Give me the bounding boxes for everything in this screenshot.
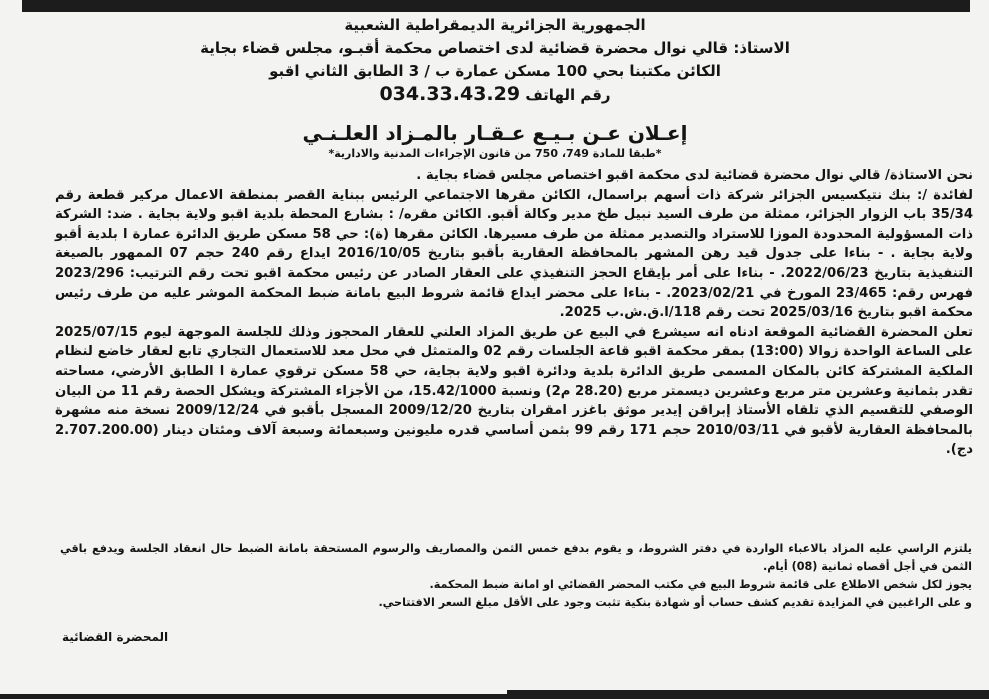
phone-label: رقم الهاتف: [525, 86, 611, 104]
document-header: [80, 14, 910, 107]
body-paragraph-intro: نحن الاستاذة/ قالي نوال محضرة قضائية لدى محكمة اقبو اختصاص مجلس قضاء بجاية .: [416, 168, 973, 183]
bottom-bar-notch: [0, 690, 507, 694]
title-block: [120, 120, 870, 162]
office-address-line: الكائن مكتبنا بحي 100 مسكن عمارة ب / 3 الطابق الثاني اقبو: [269, 62, 721, 80]
top-border-bar: [22, 0, 970, 12]
bailiff-name-line: الاستاذ: قالي نوال محضرة قضائية لدى اختصاص محكمة أقبـو، مجلس قضاء بجاية: [200, 39, 790, 57]
phone-line: [80, 83, 910, 107]
note-inspection: يجوز لكل شخص الاطلاع على قائمة شروط البيع في مكتب المحضر القضائي او امانة ضبط المحكمة.: [429, 578, 972, 591]
announcement-title: إعـلان عـن بـيـع عـقـار بالمـزاد العلـنـي: [302, 121, 688, 145]
phone-number: 034.33.43.29: [379, 83, 521, 105]
note-buyer-obligations: يلتزم الراسي عليه المزاد بالاعباء الواردة في دفتر الشروط، و يقوم بدفع خمس الثمن والمصاريف والرسوم المستحقة بامانة الضبط حال انعقاد الجلسة ويدفع باقي الثمن في أجل أقصاه ثمانية (08) أيام.: [60, 542, 972, 573]
signature-label: المحضرة القضائية: [62, 630, 169, 644]
bottom-border-bar: [0, 690, 989, 699]
body-paragraph-parties: لفائدة /: بنك نتيكسيس الجزائر شركة ذات أسهم براسمال، الكائن مقرها الاجتماعي الرئيس ببناية القصر بمنطقة الاعمال مركير قطعة رقم 35/34 باب الزوار الجزائر، ممثلة من طرف السيد نبيل طخ مدير وكالة أقبو. الكائن مقره/ : بشارع المحطة بلدية اقبو ولاية بجاية . ضد: الشركة ذات المسؤولية المحدودة الموزا للاستراد والتصدير ممثلة من طرف مسيرها. الكائن مقرها (ة): حي 58 مسكن طريق الدائرة عمارة ا بلدية أقبو ولاية بجاية . - بناءا على جدول قيد رهن المشهر بالمحافظة العقارية بأقبو بتاريخ 2016/10/05 ايداع رقم 240 حجم 07 الممهور بالصيغة التنفيذية بتاريخ 2022/06/23. - بناءا على أمر بإيقاع الحجز التنفيذي على العقار الصادر عن رئيس محكمة اقبو تحت رقم الترتيب: 2023/296 فهرس رقم: 23/465 المورخ في 2023/02/21. - بناءا على محضر ايداع قائمة شروط البيع بامانة ضبط المحكمة الموشر عليه من طرف رئيس محكمة اقبو بتاريخ 2025/03/16 تحت رقم 118/ا.ق.ش.ب 2025.: [55, 187, 974, 321]
note-bidders: و على الراغبين في المزايدة تقديم كشف حساب أو شهادة بنكية تثبت وجود على الأقل مبلغ السعر الافتتاحي.: [378, 596, 972, 609]
legal-basis-subtitle: *طبقا للمادة 749، 750 من قانون الإجراءات المدنية والادارية*: [328, 147, 662, 160]
body-paragraph-sale-details: تعلن المحضرة القضائية الموقعة ادناه انه سيشرع في البيع عن طريق المزاد العلني للعقار المحجوز وذلك للجلسة الموجهة ليوم 2025/07/15 على الساعة الواحدة زوالا (13:00) بمقر محكمة اقبو قاعة الجلسات رقم 02 والمتمثل في محل معد للاستعمال التجاري تابع لعقار خاضع لنظام الملكية المشتركة كائن بالمكان المسمى طريق الدائرة بلدية ودائرة اقبو ولاية بجاية، حي 58 مسكن ترقوي عمارة ا الطابق الأرضي، مساحته تقدر بثمانية وعشرين متر مربع وعشرين ديسمتر مربع (28.20 م2) ونسبة 15.42/1000، من الأجزاء المشتركة ويشكل الحصة رقم 11 من البيان الوصفي للتقسيم الذي تلقاه الأستاذ إبراقن إيدير موثق باغزر امقران بتاريخ 2009/12/20 المسجل بأقبو في 2009/12/24 نسخة منه مشهرة بالمحافظة العقارية لأقبو في 2010/03/11 حجم 171 رقم 99 بثمن أساسي قدره مليونين وسبعمائة وسبعة آلاف ومئتان دينار (2.707.200.00 دج).: [55, 324, 973, 458]
republic-heading: الجمهورية الجزائرية الديمقراطية الشعبية: [344, 16, 646, 34]
announcement-notes: [60, 540, 972, 612]
announcement-body: [55, 166, 973, 460]
